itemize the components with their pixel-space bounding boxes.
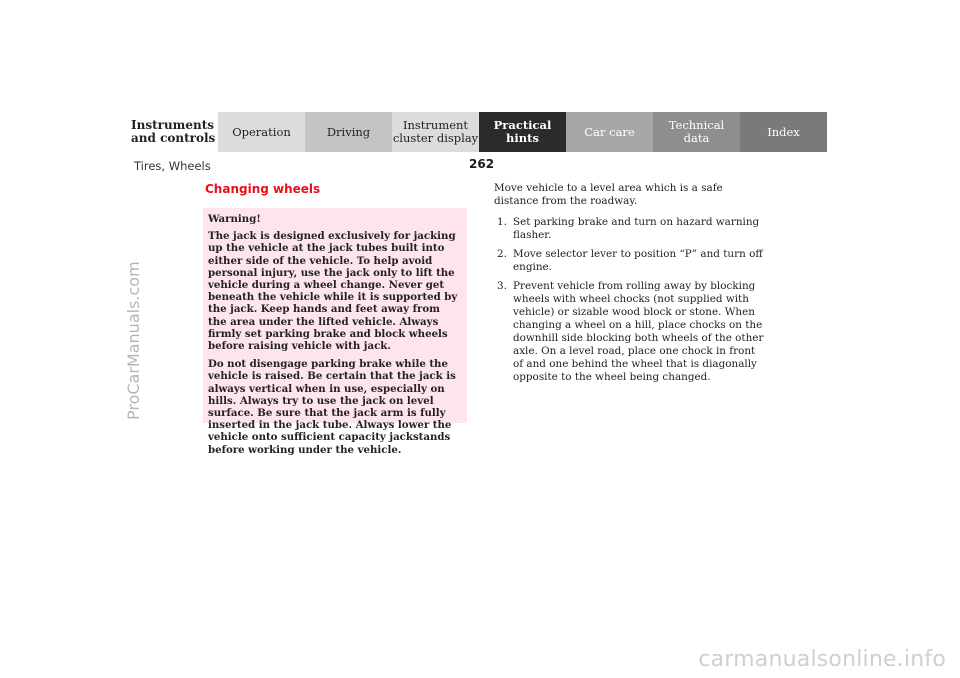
tab-instrument-cluster-display[interactable]: Instrument cluster display — [392, 112, 479, 152]
tab-driving[interactable]: Driving — [305, 112, 392, 152]
list-item — [494, 280, 764, 384]
step-text: Set parking brake and turn on hazard warning flasher. — [513, 216, 760, 241]
tab-operation[interactable]: Operation — [218, 112, 305, 152]
step-text: Move selector lever to position “P” and turn off engine. — [513, 248, 763, 273]
step-text: Prevent vehicle from rolling away by blocking wheels with wheel chocks (not supplied with vehicle) or sizable wood block or stone. When changing a wheel on a hill, place chocks on the downhill side blocking both wheels of the other axle. On a level road, place one chock in front of and one behind the wheel that is diagonally opposite to the wheel being changed. — [513, 280, 764, 383]
warning-paragraph-1: The jack is designed exclusively for jacking up the vehicle at the jack tubes built into either side of the vehicle. To help avoid personal injury, use the jack only to lift the vehicle during a wheel change. Never get beneath the vehicle while it is supported by the jack. Keep hands and feet away from the area under the lifted vehicle. Always firmly set parking brake and block wheels before raising vehicle with jack. — [208, 230, 458, 353]
list-item — [494, 216, 764, 242]
instructions-intro: Move vehicle to a level area which is a safe distance from the roadway. — [494, 182, 723, 207]
tab-car-care[interactable]: Car care — [566, 112, 653, 152]
warning-title: Warning! — [208, 213, 261, 225]
warning-box — [203, 208, 467, 456]
warning-paragraph-2: Do not disengage parking brake while the vehicle is raised. Be certain that the jack is always vertical when in use, especially on hills. Always try to use the jack on level surface. Be sure that the jack arm is fully inserted in the jack tube. Always lower the vehicle onto sufficient capacity jackstands before working under the vehicle. — [208, 358, 456, 456]
tab-practical-hints[interactable]: Practical hints — [479, 112, 566, 152]
step-number: 2. — [497, 248, 507, 260]
page-number: 262 — [469, 157, 495, 171]
instruction-steps — [494, 216, 764, 384]
list-item — [494, 248, 764, 274]
step-number: 3. — [497, 280, 507, 292]
footer-watermark: carmanualsonline.info — [698, 647, 946, 672]
tab-index[interactable]: Index — [740, 112, 827, 152]
tab-technical-data[interactable]: Technical data — [653, 112, 740, 152]
section-nav — [131, 112, 827, 152]
side-watermark: ProCarManuals.com — [124, 261, 143, 420]
page-heading: Changing wheels — [205, 182, 321, 196]
instructions — [494, 182, 764, 390]
tab-instruments-and-controls[interactable]: Instruments and controls — [131, 118, 216, 145]
step-number: 1. — [497, 216, 507, 228]
section-label: Tires, Wheels — [134, 159, 211, 173]
